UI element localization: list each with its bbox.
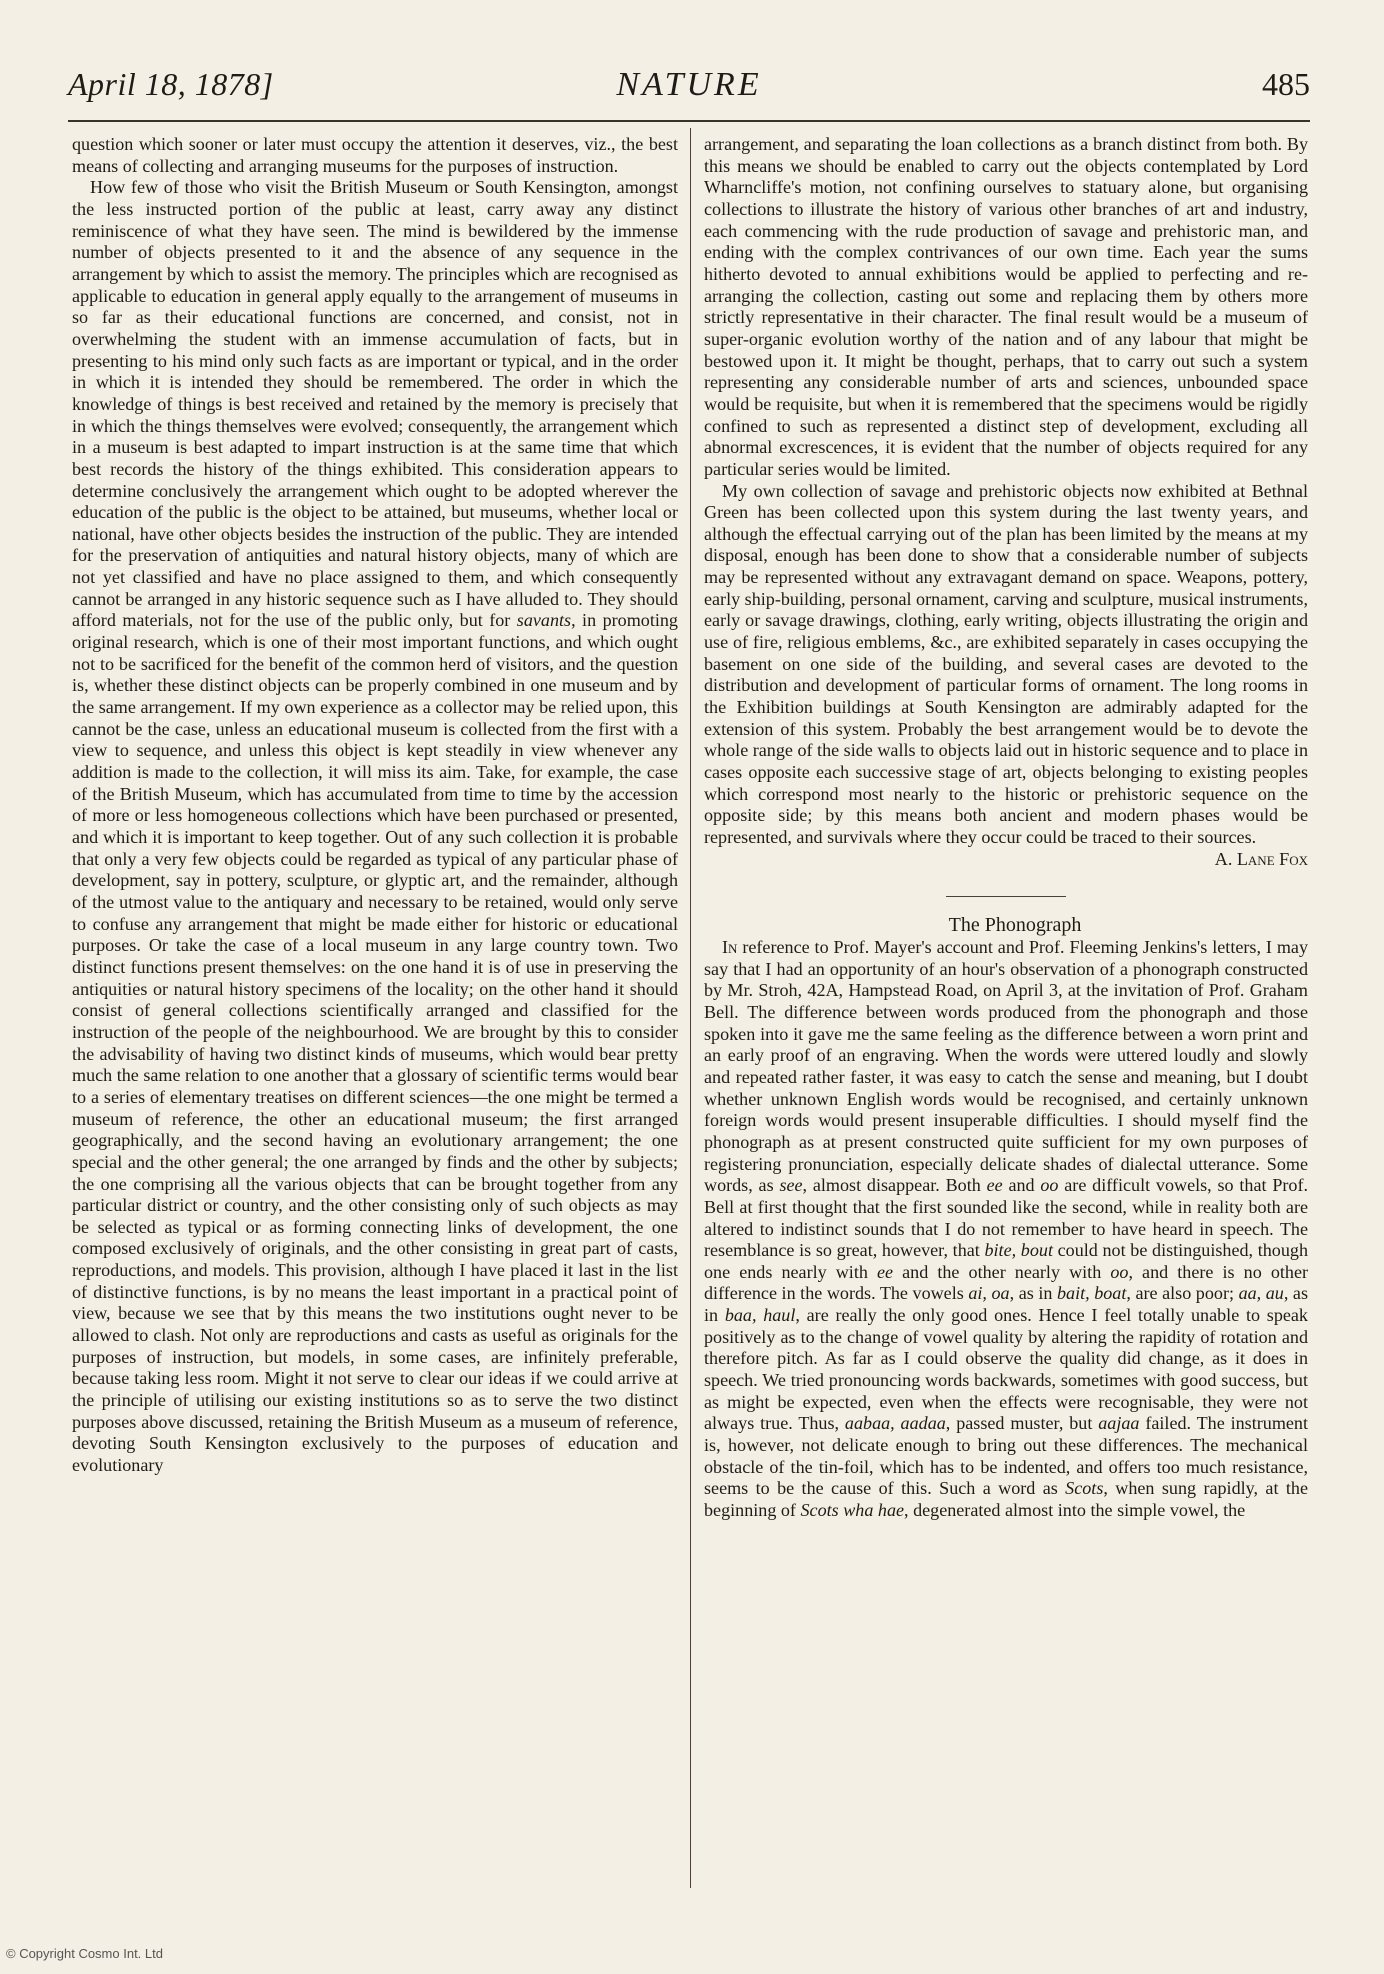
text-run: reference to Prof. Mayer's account and Prof. Fleeming Jenkins's letters, I may say that I had an opportunity of an hour's observation of a phonograph constructed by Mr. Stroh, 42A, Hampstead Road, on April 3, at the invitation of Prof. Graham Bell. The difference between words produced from the phonograph and those spoken into it gave me the same feeling as the difference between a worn print and an early proof of an engraving. When the words were uttered loudly and slowly and repeated rather faster, it was easy to catch the sense and meaning, but I doubt whether unknown English words would be recognised, and certainly unknown foreign words would present insuperable difficulties. I should myself find the phonograph as at present constructed quite sufficient for my own purposes of registering pronunciation, especially delicate shades of dialectal utterance. Some words, as [704,936,1308,1196]
italic-text: aabaa, aadaa [844,1413,946,1434]
text-run: , as in [704,1283,1308,1326]
text-run: are difficult vowels, so that Prof. Bell at first thought that the first sounded like the second, while in reality both are altered to indistinct sounds that I do not remember to have heard in speech. The resemblance is so great, however, that [704,1175,1308,1261]
italic-text: savants [516,610,572,631]
italic-text: aajaa [1098,1413,1140,1434]
journal-title: NATURE [616,66,762,103]
right-column [704,134,1308,1894]
paragraph: My own collection of savage and prehistoric objects now exhibited at Bethnal Green has been collected upon this system during the last twenty years, and although the effectual carrying out of the plan has been limited by the means at my disposal, enough has been done to show that a considerable number of subjects may be represented without any extravagant demand on space. Weapons, pottery, early ship-building, personal ornament, carving and sculpture, musical instruments, early or savage drawings, clothing, early writing, objects illustrating the origin and use of fire, religious emblems, &c., are exhibited separately in cases occupying the basement on one side of the building, and several cases are devoted to the distribution and development of particular forms of ornament. The long rooms in the Exhibition buildings at South Kensington are admirably adapted for the extension of this system. Probably the best arrangement would be to devote the whole range of the side walls to objects laid out in historic sequence and to place in cases opposite each successive stage of art, objects belonging to existing peoples which correspond most nearly to the historic or prehistoric sequence on the opposite side; by this means both ancient and modern phases would be represented, and survivals where they occur could be traced to their sources. [704,480,1308,847]
text-run: , when sung rapidly, at the beginning of [704,1478,1308,1521]
italic-text: ai, oa [968,1283,1010,1304]
text-run: could not be distinguished, though one ends nearly with [704,1240,1308,1282]
italic-text: see [779,1175,803,1196]
text-run: , in promoting original research, which is one of their most important functions, and which ought not to be sacrificed for the benefit of the common herd of visitors, and the question is, whether these distinct objects can be properly combined in one museum and by the same arrangement. If my own experience as a collector may be relied upon, this cannot be the case, unless an educational museum is collected from the first with a view to sequence, and unless this object is kept steadily in view whenever any addition is made to the collection, it will miss its aim. Take, for example, the case of the British Museum, which has accumulated from time to time by the accession of more or less homogeneous collections which have been purchased or presented, and which it is important to keep together. Out of any such collection it is probable that only a very few objects could be regarded as typical of any particular phase of development, say in pottery, sculpture, or glyptic art, and the remainder, although of the utmost value to the antiquary and necessary to be retained, would only serve to confuse any arrangement that might be made either for historic or educational purposes. Or take the case of a local museum in any large country town. Two distinct functions present themselves: on the one hand it is of use in preserving the antiquities or natural history specimens of the locality; on the other hand it should consist of general collections scientifically arranged and classified for the instruction of the people of the neighbourhood. We are brought by this to consider the advisability of having two distinct kinds of museums, which would bear pretty much the same relation to one another that a glossary of scientific terms would bear to a series of elementary treatises on different sciences—the one might be termed a museum of reference, the other an educational museum; the first arranged geographically, and the second having an evolutionary arrangement; the one special and the other general; the one arranged by finds and the other by subjects; the one comprising all the various objects that can be brought together from any particular district or country, and the other consisting only of such objects as may be selected as typical or as forming connecting links of development, the one composed exclusively of originals, and the other consisting in great part of casts, reproductions, and models. This provision, although I have placed it last in the list of distinctive functions, is by no means the least important in a practical point of view, because we see that by this means the two institutions ought never to be allowed to clash. Not only are reproductions and casts as useful as originals for the purposes of instruction, but models, in some cases, are infinitely preferable, because taking less room. Might it not serve to clear our ideas if we could arrive at the principle of utilising our existing institutions so as to serve the two distinct purposes above discussed, retaining the British Museum as a museum of reference, devoting South Kensington exclusively to the purposes of education and evolutionary [72,610,678,1476]
text-run: , as in [1009,1283,1057,1304]
page-number: 485 [1262,66,1310,102]
section-separator [946,896,1066,897]
copyright-notice: © Copyright Cosmo Int. Ltd [6,1946,163,1961]
text-run: , are also poor; [1126,1283,1239,1304]
text-run: , degenerated almost into the simple vowel, the [904,1500,1246,1521]
issue-date: April 18, 1878] [68,66,274,102]
left-column [72,134,678,1894]
text-run: and the other nearly with [893,1261,1111,1282]
paragraph [704,937,1308,1522]
text-run: , passed muster, but [945,1413,1099,1434]
italic-text: oo [1040,1175,1059,1196]
italic-text: Scots wha hae [800,1500,905,1521]
italic-text: ee [877,1261,894,1282]
text-run: failed. The instrument is, however, not delicate enough to bring out these differences. The mechanical obstacle of the tin-foil, which has to be indented, and offers too much resistance, seems to be the cause of this. Such a word as [704,1413,1308,1499]
italic-text: oo [1110,1261,1129,1282]
text-run: How few of those who visit the British Museum or South Kensington, amongst the less instructed portion of the public at least, carry away any distinct reminiscence of what they have seen. The mind is bewildered by the immense number of objects presented to it and the absence of any sequence in the arrangement by which to assist the memory. The principles which are recognised as applicable to education in general apply equally to the arrangement of museums in so far as their educational functions are concerned, and consist, not in overwhelming the student with an immense accumulation of facts, but in presenting to his mind only such facts as are important or typical, and in the order in which it is intended they should be remembered. The order in which the knowledge of things is best received and retained by the memory is precisely that in which the things themselves were evolved; consequently, the arrangement which in a museum is best adapted to impart instruction is at the same time that which best records the history of the things exhibited. This consideration appears to determine conclusively the arrangement which ought to be adopted wherever the education of the public is the object to be attained, but museums, whether local or national, have other objects besides the instruction of the public. They are intended for the preservation of antiquities and natural history objects, many of which are not yet classified and have no place assigned to them, and which consequently cannot be arranged in any historic sequence such as I have alluded to. They should afford materials, not for the use of the public only, but for [72,177,678,631]
text-run: , almost disappear. Both [802,1175,987,1196]
text-run: , are really the only good ones. Hence I feel totally unable to speak positively as to the change of vowel quality by altering the rapidity of rotation and therefore pitch. As far as I could observe the quality did change, as it does in speech. We tried pronouncing words backwards, sometimes with good success, but as might be expected, even when the effects were recognisable, they were not always true. Thus, [704,1305,1308,1434]
italic-text: bait, boat [1056,1283,1127,1304]
lead-word: In [722,936,738,957]
italic-text: ee [986,1175,1003,1196]
author-signature: A. Lane Fox [1214,848,1308,869]
column-rule [690,128,691,1888]
text-run: and [1002,1175,1041,1196]
italic-text: baa, haul [724,1305,796,1326]
paragraph: question which sooner or later must occupy the attention it deserves, viz., the best means of collecting and arranging museums for the purposes of instruction. [72,134,678,176]
page-header [68,66,1310,114]
text-run: , and there is no other difference in the words. The vowels [704,1261,1308,1304]
section-title: The Phonograph [948,914,1082,937]
paragraph: arrangement, and separating the loan collections as a branch distinct from both. By this means we should be enabled to carry out the objects contemplated by Lord Wharncliffe's motion, not confining ourselves to statuary alone, but organising collections to illustrate the history of various other branches of art and industry, each commencing with the rude production of savage and prehistoric man, and ending with the complex contrivances of our own time. Each year the sums hitherto devoted to annual exhibitions would be applied to perfecting and re-arranging the collection, casting out some and replacing them by others more strictly representative in their character. The final result would be a museum of super-organic evolution worthy of the nation and of any labour that might be bestowed upon it. It might be thought, perhaps, that to carry out such a system representing any considerable number of arts and sciences, unbounded space would be requisite, but when it is remembered that the specimens would be rigidly confined to such as represented a distinct step of development, excluding all abnormal excrescences, it is evident that the number of objects required for any particular series would be limited. [704,134,1308,479]
italic-text: Scots [1065,1478,1104,1499]
italic-text: aa, au [1238,1283,1284,1304]
header-rule [68,120,1310,122]
italic-text: bite, bout [984,1240,1053,1261]
paragraph [72,177,678,1476]
